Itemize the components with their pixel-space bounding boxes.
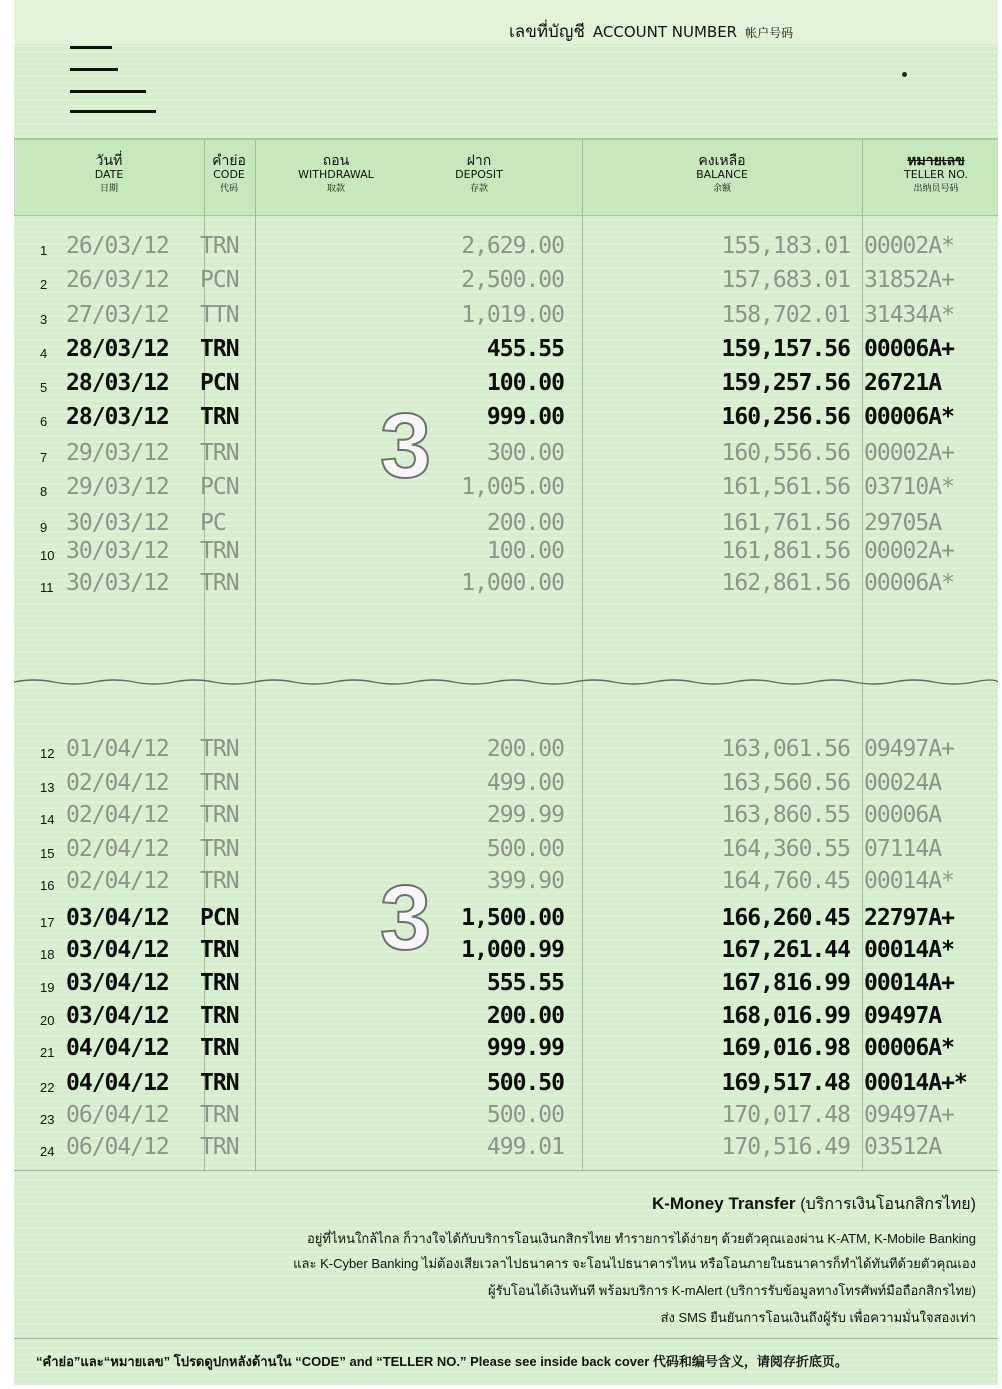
row-balance: 170,017.48 xyxy=(721,1102,850,1128)
divider-balance-teller xyxy=(862,140,863,1170)
row-code: TRN xyxy=(200,868,239,894)
divider-deposit-balance xyxy=(582,140,583,1170)
row-number: 21 xyxy=(40,1045,55,1060)
row-deposit: 999.00 xyxy=(486,404,564,430)
row-date: 06/04/12 xyxy=(66,1102,169,1128)
row-code: PCN xyxy=(200,370,239,396)
row-deposit: 455.55 xyxy=(486,336,564,362)
table-bottom-rule xyxy=(14,1170,998,1171)
col-date-header xyxy=(74,154,144,196)
row-deposit: 1,000.99 xyxy=(461,937,564,963)
row-date: 29/03/12 xyxy=(66,440,169,466)
row-number: 2 xyxy=(40,277,48,292)
row-date: 26/03/12 xyxy=(66,267,169,293)
row-date: 03/04/12 xyxy=(66,905,169,931)
promo-line-1: อยู่ที่ไหนใกล้ไกล ก็วางใจได้กับบริการโอนเงินกสิกรไทย ทำรายการได้ง่ายๆ ด้วยตัวคุณเองผ่าน K-ATM, K-Mobile Banking xyxy=(306,1231,976,1246)
row-code: PCN xyxy=(200,905,239,931)
col-withdrawal-th: ถอน xyxy=(322,153,350,169)
row-date: 28/03/12 xyxy=(66,370,169,396)
row-date: 03/04/12 xyxy=(66,1003,169,1029)
row-code: TRN xyxy=(200,538,239,564)
account-number-bar xyxy=(14,0,998,44)
row-date: 27/03/12 xyxy=(66,302,169,328)
row-deposit: 1,000.00 xyxy=(461,570,564,596)
row-code: TRN xyxy=(200,1070,239,1096)
col-balance-zh: 余额 xyxy=(712,184,731,194)
row-deposit: 200.00 xyxy=(486,510,564,536)
col-withdrawal-header xyxy=(284,154,388,196)
row-number: 16 xyxy=(40,878,55,893)
row-code: TRN xyxy=(200,937,239,963)
promo-line-2: และ K-Cyber Banking ไม่ต้องเสียเวลาไปธนาคาร จะโอนไปธนาคารไหน หรือโอนภายในธนาคารก็ทำได้ทันทีด้วยตัวคุณเอง xyxy=(293,1256,976,1271)
row-balance: 163,860.55 xyxy=(721,802,850,828)
row-date: 02/04/12 xyxy=(66,868,169,894)
row-teller: 29705A xyxy=(864,510,942,536)
row-date: 30/03/12 xyxy=(66,570,169,596)
col-balance-header xyxy=(674,154,770,196)
row-date: 06/04/12 xyxy=(66,1134,169,1160)
row-number: 24 xyxy=(40,1144,55,1159)
row-deposit: 100.00 xyxy=(486,538,564,564)
col-date-zh: 日期 xyxy=(99,184,118,194)
row-balance: 160,556.56 xyxy=(721,440,850,466)
row-deposit: 500.00 xyxy=(486,1102,564,1128)
row-code: TRN xyxy=(200,802,239,828)
row-number: 9 xyxy=(40,520,48,535)
col-code-zh: 代码 xyxy=(219,184,238,194)
row-code: TRN xyxy=(200,1035,239,1061)
promo-title-en: K-Money Transfer xyxy=(651,1194,796,1213)
row-deposit: 1,019.00 xyxy=(461,302,564,328)
row-number: 7 xyxy=(40,450,48,465)
row-deposit: 200.00 xyxy=(486,1003,564,1029)
row-number: 14 xyxy=(40,812,55,827)
row-date: 02/04/12 xyxy=(66,836,169,862)
footer-note: “คำย่อ”และ“หมายเลข” โปรดดูปกหลังด้านใน “CODE” and “TELLER NO.” Please see inside back cover 代码和编号含义，请阅存折底页。 xyxy=(36,1354,848,1369)
row-balance: 163,061.56 xyxy=(721,736,850,762)
row-code: PCN xyxy=(200,474,239,500)
row-number: 22 xyxy=(40,1080,55,1095)
row-teller: 00014A+ xyxy=(864,970,954,996)
account-label-en: ACCOUNT NUMBER xyxy=(592,23,738,41)
row-deposit: 399.90 xyxy=(486,868,564,894)
col-balance-th: คงเหลือ xyxy=(698,153,746,169)
row-teller: 00014A* xyxy=(864,868,954,894)
bank-logo-lines xyxy=(70,46,156,116)
col-code-header xyxy=(204,154,254,196)
row-date: 01/04/12 xyxy=(66,736,169,762)
col-balance-en: BALANCE xyxy=(696,168,748,181)
row-deposit: 1,500.00 xyxy=(461,905,564,931)
row-code: PC xyxy=(200,510,226,536)
row-deposit: 300.00 xyxy=(486,440,564,466)
promo-title-th: (บริการเงินโอนกสิกรไทย) xyxy=(800,1196,976,1213)
row-balance: 158,702.01 xyxy=(721,302,850,328)
col-teller-en: TELLER NO. xyxy=(904,168,968,181)
row-teller: 09497A+ xyxy=(864,1102,954,1128)
row-code: TRN xyxy=(200,1134,239,1160)
page-mark-3-lower: 3 xyxy=(380,867,432,969)
row-date: 28/03/12 xyxy=(66,404,169,430)
row-deposit: 499.01 xyxy=(486,1134,564,1160)
account-label-th: เลขที่บัญชี xyxy=(509,22,585,42)
col-deposit-en: DEPOSIT xyxy=(455,168,503,181)
row-teller: 00006A* xyxy=(864,1035,954,1061)
row-date: 29/03/12 xyxy=(66,474,169,500)
row-code: TRN xyxy=(200,836,239,862)
col-withdrawal-en: WITHDRAWAL xyxy=(298,168,374,181)
row-number: 18 xyxy=(40,947,55,962)
row-teller: 00006A+ xyxy=(864,336,954,362)
row-number: 20 xyxy=(40,1013,55,1028)
row-number: 1 xyxy=(40,243,48,258)
row-code: TRN xyxy=(200,1003,239,1029)
row-number: 13 xyxy=(40,780,55,795)
footer xyxy=(14,1338,998,1379)
row-teller: 26721A xyxy=(864,370,942,396)
row-balance: 155,183.01 xyxy=(721,233,850,259)
row-code: TRN xyxy=(200,1102,239,1128)
row-number: 4 xyxy=(40,346,48,361)
column-header xyxy=(14,138,998,216)
row-teller: 31434A* xyxy=(864,302,954,328)
row-deposit: 499.00 xyxy=(486,770,564,796)
row-date: 03/04/12 xyxy=(66,937,169,963)
row-teller: 03710A* xyxy=(864,474,954,500)
row-code: TTN xyxy=(200,302,239,328)
row-deposit: 1,005.00 xyxy=(461,474,564,500)
row-date: 02/04/12 xyxy=(66,802,169,828)
row-date: 30/03/12 xyxy=(66,538,169,564)
row-code: TRN xyxy=(200,404,239,430)
row-balance: 164,760.45 xyxy=(721,868,850,894)
row-teller: 00024A xyxy=(864,770,942,796)
col-date-en: DATE xyxy=(94,168,124,181)
row-teller: 07114A xyxy=(864,836,942,862)
row-balance: 162,861.56 xyxy=(721,570,850,596)
page-mark-3-upper: 3 xyxy=(380,395,432,497)
row-number: 8 xyxy=(40,484,48,499)
row-code: PCN xyxy=(200,267,239,293)
col-date-th: วันที่ xyxy=(95,153,123,169)
row-balance: 161,561.56 xyxy=(721,474,850,500)
col-code-en: CODE xyxy=(213,168,245,181)
col-withdrawal-zh: 取款 xyxy=(326,184,345,194)
row-deposit: 555.55 xyxy=(486,970,564,996)
col-teller-zh: 出纳员号码 xyxy=(913,184,959,194)
row-deposit: 299.99 xyxy=(486,802,564,828)
row-teller: 09497A+ xyxy=(864,736,954,762)
row-balance: 159,157.56 xyxy=(721,336,850,362)
col-deposit-header xyxy=(444,154,514,196)
row-teller: 03512A xyxy=(864,1134,942,1160)
row-number: 11 xyxy=(40,580,54,595)
passbook-page xyxy=(14,0,998,1385)
promo-line-3: ผู้รับโอนได้เงินทันที พร้อมบริการ K-mAlert (บริการรับข้อมูลทางโทรศัพท์มือถือกสิกรไทย) xyxy=(487,1283,976,1298)
row-deposit: 2,500.00 xyxy=(461,267,564,293)
row-date: 02/04/12 xyxy=(66,770,169,796)
row-code: TRN xyxy=(200,570,239,596)
row-balance: 161,761.56 xyxy=(721,510,850,536)
row-number: 5 xyxy=(40,380,48,395)
print-dot xyxy=(902,72,907,77)
row-balance: 169,517.48 xyxy=(721,1070,850,1096)
row-balance: 160,256.56 xyxy=(721,404,850,430)
row-deposit: 2,629.00 xyxy=(461,233,564,259)
row-code: TRN xyxy=(200,440,239,466)
row-teller: 00002A+ xyxy=(864,440,954,466)
row-balance: 159,257.56 xyxy=(721,370,850,396)
row-balance: 167,816.99 xyxy=(721,970,850,996)
row-date: 04/04/12 xyxy=(66,1035,169,1061)
row-teller: 00006A* xyxy=(864,570,954,596)
row-teller: 00006A xyxy=(864,802,942,828)
row-code: TRN xyxy=(200,970,239,996)
row-number: 19 xyxy=(40,980,55,995)
row-teller: 31852A+ xyxy=(864,267,954,293)
divider-code-withdrawal xyxy=(255,140,256,1170)
col-deposit-zh: 存款 xyxy=(469,184,488,194)
row-code: TRN xyxy=(200,736,239,762)
row-date: 28/03/12 xyxy=(66,336,169,362)
account-number-label xyxy=(509,18,793,45)
row-teller: 00002A* xyxy=(864,233,954,259)
row-date: 03/04/12 xyxy=(66,970,169,996)
row-date: 04/04/12 xyxy=(66,1070,169,1096)
row-number: 10 xyxy=(40,548,55,563)
row-code: TRN xyxy=(200,336,239,362)
row-deposit: 500.50 xyxy=(486,1070,564,1096)
row-teller: 00014A* xyxy=(864,937,954,963)
row-number: 3 xyxy=(40,312,48,327)
row-balance: 169,016.98 xyxy=(721,1035,850,1061)
row-balance: 168,016.99 xyxy=(721,1003,850,1029)
row-balance: 157,683.01 xyxy=(721,267,850,293)
row-number: 12 xyxy=(40,746,55,761)
row-teller: 00002A+ xyxy=(864,538,954,564)
row-number: 17 xyxy=(40,915,55,930)
row-balance: 164,360.55 xyxy=(721,836,850,862)
row-number: 23 xyxy=(40,1112,55,1127)
row-balance: 170,516.49 xyxy=(721,1134,850,1160)
row-date: 26/03/12 xyxy=(66,233,169,259)
row-balance: 161,861.56 xyxy=(721,538,850,564)
row-deposit: 200.00 xyxy=(486,736,564,762)
row-teller: 00014A+* xyxy=(864,1070,967,1096)
row-teller: 09497A xyxy=(864,1003,942,1029)
row-deposit: 999.99 xyxy=(486,1035,564,1061)
row-date: 30/03/12 xyxy=(66,510,169,536)
row-balance: 166,260.45 xyxy=(721,905,850,931)
promo-title xyxy=(652,1192,976,1217)
col-teller-th: หมายเลข xyxy=(907,153,965,169)
row-balance: 163,560.56 xyxy=(721,770,850,796)
col-teller-header xyxy=(886,154,986,196)
row-balance: 167,261.44 xyxy=(721,937,850,963)
account-label-zh: 帐户号码 xyxy=(745,26,794,40)
row-code: TRN xyxy=(200,770,239,796)
row-teller: 00006A* xyxy=(864,404,954,430)
row-number: 6 xyxy=(40,414,48,429)
row-deposit: 100.00 xyxy=(486,370,564,396)
row-number: 15 xyxy=(40,846,55,861)
row-deposit: 500.00 xyxy=(486,836,564,862)
col-code-th: คำย่อ xyxy=(212,153,246,169)
col-deposit-th: ฝาก xyxy=(466,153,492,169)
row-teller: 22797A+ xyxy=(864,905,954,931)
row-code: TRN xyxy=(200,233,239,259)
promo-line-4: ส่ง SMS ยืนยันการโอนเงินถึงผู้รับ เพื่อความมั่นใจสองเท่า xyxy=(660,1310,976,1325)
perforation-line xyxy=(14,676,998,688)
